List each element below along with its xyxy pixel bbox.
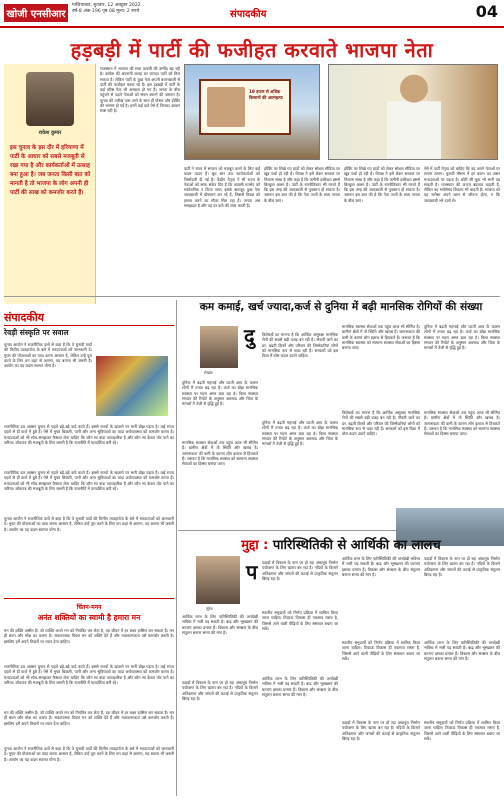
article3-text2: आर्थिक लाभ के लिए पारिस्थितिकी की अनदेखी भविष्य में भारी पड़ सकती है। बाढ़ और भूस्खलन की घटनाएं इसका प्रमाण हैं। विकास और संरक्षण के बीच संतुलन बनाना समय की मांग है। <box>182 614 258 635</box>
farmer-photo <box>328 64 498 160</box>
article3-text5: पहाड़ों में विकास के नाम पर हो रहा अंधाधुंध निर्माण पर्यावरण के लिए खतरा बन रहा है। नदियों के किनारे अतिक्रमण और जंगलों की कटाई से प्राकृतिक संतुलन बिगड़ रहा है। <box>424 556 500 577</box>
chintan-text4: चुनाव आयोग ने राजनीतिक दलों से कहा है कि वे चुनावी वादों की वित्तीय व्यवहार्यता के बारे में मतदाताओं को जानकारी दें। मुफ्त की योजनाओं का वादा करना आसान है, लेकिन उन्हें पूरा करने के लिए धन कहां से आएगा, यह बताना भी जरूरी है। आयोग का यह कदम स्वागत योग्य है। <box>4 746 174 762</box>
billboard <box>199 79 291 135</box>
chintan-text1: मन की शक्ति असीम है। जो व्यक्ति अपने मन को नियंत्रित कर लेता है, वह जीवन में हर लक्ष्य हासिल कर सकता है। मन ही बंधन और मोक्ष का कारण है। सकारात्मक विचार मन को शक्ति देते हैं और नकारात्मकता उसे कमजोर करती है। इसलिए हमें अपने विचारों पर ध्यान देना चाहिए। <box>4 628 174 644</box>
article3-text11: स्थानीय समुदायों को निर्णय प्रक्रिया में शामिल किया जाना चाहिए। टिकाऊ विकास ही एकमात्र रास्ता है, जिससे आने वाली पीढ़ियों के लिए संसाधन बचाए जा सकें। <box>424 720 500 741</box>
editorial-text4: चुनाव आयोग ने राजनीतिक दलों से कहा है कि वे चुनावी वादों की वित्तीय व्यवहार्यता के बारे में मतदाताओं को जानकारी दें। मुफ्त की योजनाओं का वादा करना आसान है, लेकिन उन्हें पूरा करने के लिए धन कहां से आएगा, यह बताना भी जरूरी है। आयोग का यह कदम स्वागत योग्य है। <box>4 516 174 532</box>
article3-text6: पहाड़ों में विकास के नाम पर हो रहा अंधाधुंध निर्माण पर्यावरण के लिए खतरा बन रहा है। नदियों के किनारे अतिक्रमण और जंगलों की कटाई से प्राकृतिक संतुलन बिगड़ रहा है। <box>182 680 258 701</box>
article3-text9: आर्थिक लाभ के लिए पारिस्थितिकी की अनदेखी भविष्य में भारी पड़ सकती है। बाढ़ और भूस्खलन की घटनाएं इसका प्रमाण हैं। विकास और संरक्षण के बीच संतुलन बनाना समय की मांग है। <box>424 640 500 661</box>
chintan-title: चिंतन-मनन <box>76 604 102 611</box>
article3-text10: पहाड़ों में विकास के नाम पर हो रहा अंधाधुंध निर्माण पर्यावरण के लिए खतरा बन रहा है। नदियों के किनारे अतिक्रमण और जंगलों की कटाई से प्राकृतिक संतुलन बिगड़ रहा है। <box>342 720 420 741</box>
article3-dropcap: प <box>246 560 258 584</box>
article3-headline <box>178 535 504 553</box>
header-date: गाजियाबाद, बुधवार, 12 अक्टूबर 2022 <box>72 3 141 8</box>
author-box <box>4 64 96 304</box>
article3-headline-label: मुद्दा : <box>241 538 269 553</box>
article2-text7: विशेषज्ञों का मानना है कि आर्थिक असुरक्षा मानसिक रोगों की सबसे बड़ी वजह बन रही है। नौकरी जाने का डर, बढ़ती किस्तें और परिवार की जिम्मेदारियां लोगों को मानसिक रूप से थका रही हैं। सरकारों को इस दिशा में ठोस कदम उठाने चाहिए। <box>342 410 420 437</box>
article3-text1: पहाड़ों में विकास के नाम पर हो रहा अंधाधुंध निर्माण पर्यावरण के लिए खतरा बन रहा है। नदियों के किनारे अतिक्रमण और जंगलों की कटाई से प्राकृतिक संतुलन बिगड़ रहा है। <box>262 560 338 581</box>
editorial-rule <box>4 325 174 326</box>
editorial-subhead: रेवड़ी संस्कृति पर सवाल <box>4 328 69 337</box>
article2-text4: दुनिया में बढ़ती महंगाई और घटती आय के कारण लोगों में तनाव बढ़ रहा है। कर्ज का बोझ मानसिक स्वास्थ्य पर गहरा असर डाल रहा है। विश्व स्वास्थ्य संगठन की रिपोर्ट के अनुसार अवसाद और चिंता के मामलों में तेजी से वृद्धि हुई है। <box>424 324 500 351</box>
article2-text8: मानसिक स्वास्थ्य सेवाओं तक पहुंच आज भी सीमित है। ग्रामीण क्षेत्रों में तो स्थिति और खराब है। जागरूकता की कमी के कारण लोग इलाज से हिचकते हैं। जरूरत है कि मानसिक स्वास्थ्य को सामान्य स्वास्थ्य सेवाओं का हिस्सा बनाया जाए। <box>424 410 500 437</box>
article3-author: सुरेश <box>206 606 213 611</box>
lead-text-col1: राजस्थान में भाजपा की सत्ता वापसी की उम्मीद बढ़ रही है। कांग्रेस की अंदरूनी कलह का फायदा पार्टी को मिल सकता है। लेकिन पार्टी के कुछ नेता अपनी बयानबाजी से पार्टी की फजीहत करवा रहे हैं। इस हड़बड़ी में पार्टी के कई वरिष्ठ नेता भी असहज हो गए हैं। जनता के बीच पहुंचने से पहले नेताओं को संयम बरतने की जरूरत है। चुनाव की तारीख पास आने के साथ ही पोस्टर और होर्डिंग की भरमार हो गई है। इनमें कई दावे ऐसे हैं जिनका आधार स्पष्ट नहीं है। <box>100 66 180 114</box>
article2-author-photo <box>200 326 238 368</box>
lead-text-col5: ऐसे में पार्टी नेतृत्व को चाहिए कि वह अपने नेताओं पर लगाम लगाए। चुनावी मौसम में हर बयान का असर मतदाताओं पर पड़ता है। छोटी सी चूक भी भारी पड़ सकती है। राजस्थान की जनता बदलाव चाहती है, लेकिन वह भरोसेमंद विकल्प भी चाहती है। भाजपा को यह भरोसा अपने काम से जीतना होगा, न कि जल्दबाजी भरे दावों से। <box>424 166 500 203</box>
article2-headline: कम कमाई, खर्च ज्यादा,कर्ज से दुनिया में बढ़ी मानसिक रोगियों की संख्या <box>199 301 483 313</box>
masthead-logo: खोजी एनसीआर <box>4 4 68 22</box>
section-divider <box>4 296 500 297</box>
chintan-text2: राजनीतिक दल अक्सर चुनाव से पहले बड़े-बड़े वादे करते हैं। इससे राज्यों के खजाने पर भारी बोझ पड़ता है। कई राज्य पहले से ही कर्ज में डूबे हैं। ऐसे में मुफ्त बिजली, पानी और अन्य सुविधाओं का वादा अर्थव्यवस्था को कमजोर करता है। मतदाताओं को भी सोच-समझकर फैसला लेना चाहिए कि कौन सा वादा व्यावहारिक है और कौन सा केवल वोट पाने का जरिया। लोकतंत्र की मजबूती के लिए जरूरी है कि राजनीति में पारदर्शिता बनी रहे। <box>4 664 174 685</box>
article2-dropcap: दु <box>244 324 255 348</box>
lead-text-col3: होर्डिंग पर लिखे गए वादों को लेकर सोशल मीडिया पर खूब चर्चा हो रही है। विपक्ष ने इसे लेकर सरकार पर निशाना साधा है और कहा है कि जमीनी हकीकत इससे बिल्कुल अलग है। पार्टी के रणनीतिकार भी मानते हैं कि इस तरह की जल्दबाजी से नुकसान हो सकता है। जरूरत इस बात की है कि नेता तथ्यों के साथ जनता के बीच जाएं। <box>264 166 340 203</box>
page-header <box>0 0 504 28</box>
lead-text-col2: पार्टी ने राज्य में संगठन को मजबूत करने के लिए कई कदम उठाए हैं। बूथ स्तर तक कार्यकर्ताओं को जिम्मेदारी दी गई है। केंद्रीय नेतृत्व ने भी राज्य के नेताओं को साफ संकेत दिए हैं कि आपसी मतभेद को सार्वजनिक न किया जाए। इसके बावजूद कुछ नेता जल्दबाजी में घोषणाएं कर रहे हैं, जिससे विपक्ष को हमला करने का मौका मिल रहा है। जनता अब समझदार है और वह हर दावे की जांच करती है। <box>184 166 260 209</box>
article3-headline-text: पारिस्थितिकी से आर्थिकी का लालच <box>268 538 441 553</box>
article3-text7: आर्थिक लाभ के लिए पारिस्थितिकी की अनदेखी भविष्य में भारी पड़ सकती है। बाढ़ और भूस्खलन की घटनाएं इसका प्रमाण हैं। विकास और संरक्षण के बीच संतुलन बनाना समय की मांग है। <box>262 676 338 697</box>
billboard-face <box>207 87 245 127</box>
article2-author: लेखक <box>204 370 213 375</box>
lead-text-col4: होर्डिंग पर लिखे गए वादों को लेकर सोशल मीडिया पर खूब चर्चा हो रही है। विपक्ष ने इसे लेकर सरकार पर निशाना साधा है और कहा है कि जमीनी हकीकत इससे बिल्कुल अलग है। पार्टी के रणनीतिकार भी मानते हैं कि इस तरह की जल्दबाजी से नुकसान हो सकता है। जरूरत इस बात की है कि नेता तथ्यों के साथ जनता के बीच जाएं। <box>344 166 420 203</box>
article2-text2: विशेषज्ञों का मानना है कि आर्थिक असुरक्षा मानसिक रोगों की सबसे बड़ी वजह बन रही है। नौकरी जाने का डर, बढ़ती किस्तें और परिवार की जिम्मेदारियां लोगों को मानसिक रूप से थका रही हैं। सरकारों को इस दिशा में ठोस कदम उठाने चाहिए। <box>262 332 338 359</box>
editorial-photo <box>96 356 168 416</box>
author-photo <box>26 72 74 126</box>
column-divider <box>176 300 177 796</box>
article3-text3: स्थानीय समुदायों को निर्णय प्रक्रिया में शामिल किया जाना चाहिए। टिकाऊ विकास ही एकमात्र रास्ता है, जिससे आने वाली पीढ़ियों के लिए संसाधन बचाए जा सकें। <box>262 610 338 631</box>
farmer-figure <box>387 71 441 159</box>
article2-text3: मानसिक स्वास्थ्य सेवाओं तक पहुंच आज भी सीमित है। ग्रामीण क्षेत्रों में तो स्थिति और खराब है। जागरूकता की कमी के कारण लोग इलाज से हिचकते हैं। जरूरत है कि मानसिक स्वास्थ्य को सामान्य स्वास्थ्य सेवाओं का हिस्सा बनाया जाए। <box>342 324 420 351</box>
article2-text6: दुनिया में बढ़ती महंगाई और घटती आय के कारण लोगों में तनाव बढ़ रहा है। कर्ज का बोझ मानसिक स्वास्थ्य पर गहरा असर डाल रहा है। विश्व स्वास्थ्य संगठन की रिपोर्ट के अनुसार अवसाद और चिंता के मामलों में तेजी से वृद्धि हुई है। <box>262 420 338 447</box>
header-meta <box>72 3 141 15</box>
article2-text5: मानसिक स्वास्थ्य सेवाओं तक पहुंच आज भी सीमित है। ग्रामीण क्षेत्रों में तो स्थिति और खराब है। जागरूकता की कमी के कारण लोग इलाज से हिचकते हैं। जरूरत है कि मानसिक स्वास्थ्य को सामान्य स्वास्थ्य सेवाओं का हिस्सा बनाया जाए। <box>182 440 258 467</box>
billboard-photo <box>184 64 320 160</box>
chintan-text3: मन की शक्ति असीम है। जो व्यक्ति अपने मन को नियंत्रित कर लेता है, वह जीवन में हर लक्ष्य हासिल कर सकता है। मन ही बंधन और मोक्ष का कारण है। सकारात्मक विचार मन को शक्ति देते हैं और नकारात्मकता उसे कमजोर करती है। इसलिए हमें अपने विचारों पर ध्यान देना चाहिए। <box>4 710 174 726</box>
author-name: राकेश कुमार <box>38 130 62 136</box>
pull-quote: इस चुनाव के इस दौर में हरियाणा में पार्टी के आधार को सबसे मजबूती से रखा गया है और कार्यकर्ताओं में उत्साह बना हुआ है। जब जनता किसी बात को मानती है तो भाजपा के लोग अपनी ही पार्टी की साख को कमजोर करते हैं। <box>10 145 91 196</box>
editorial-text1: चुनाव आयोग ने राजनीतिक दलों से कहा है कि वे चुनावी वादों की वित्तीय व्यवहार्यता के बारे में मतदाताओं को जानकारी दें। मुफ्त की योजनाओं का वादा करना आसान है, लेकिन उन्हें पूरा करने के लिए धन कहां से आएगा, यह बताना भी जरूरी है। आयोग का यह कदम स्वागत योग्य है। <box>4 342 92 369</box>
section-title: संपादकीय <box>230 9 267 20</box>
header-issue: वर्ष-8 अंक-196 पृष्ठ 08 मूल्य: 2 रुपये <box>72 9 140 14</box>
chintan-headline: अनंत शक्तियों का स्वामी है हमारा मन <box>37 613 141 622</box>
article3-text8: स्थानीय समुदायों को निर्णय प्रक्रिया में शामिल किया जाना चाहिए। टिकाऊ विकास ही एकमात्र रास्ता है, जिससे आने वाली पीढ़ियों के लिए संसाधन बचाए जा सकें। <box>342 640 420 661</box>
editorial-title: संपादकीय <box>4 311 45 324</box>
editorial-text2: राजनीतिक दल अक्सर चुनाव से पहले बड़े-बड़े वादे करते हैं। इससे राज्यों के खजाने पर भारी बोझ पड़ता है। कई राज्य पहले से ही कर्ज में डूबे हैं। ऐसे में मुफ्त बिजली, पानी और अन्य सुविधाओं का वादा अर्थव्यवस्था को कमजोर करता है। मतदाताओं को भी सोच-समझकर फैसला लेना चाहिए कि कौन सा वादा व्यावहारिक है और कौन सा केवल वोट पाने का जरिया। लोकतंत्र की मजबूती के लिए जरूरी है कि राजनीति में पारदर्शिता बनी रहे। <box>4 424 174 445</box>
page-number: 04 <box>475 2 498 21</box>
article3-author-photo <box>196 556 240 604</box>
article2-text1: दुनिया में बढ़ती महंगाई और घटती आय के कारण लोगों में तनाव बढ़ रहा है। कर्ज का बोझ मानसिक स्वास्थ्य पर गहरा असर डाल रहा है। विश्व स्वास्थ्य संगठन की रिपोर्ट के अनुसार अवसाद और चिंता के मामलों में तेजी से वृद्धि हुई है। <box>182 380 258 407</box>
billboard-text: 19 हजार से अधिक किसानों की आत्महत्या <box>249 89 283 100</box>
lead-headline: हड़बड़ी में पार्टी की फजीहत करवाते भाजपा नेता <box>70 38 434 62</box>
editorial-text3: राजनीतिक दल अक्सर चुनाव से पहले बड़े-बड़े वादे करते हैं। इससे राज्यों के खजाने पर भारी बोझ पड़ता है। कई राज्य पहले से ही कर्ज में डूबे हैं। ऐसे में मुफ्त बिजली, पानी और अन्य सुविधाओं का वादा अर्थव्यवस्था को कमजोर करता है। मतदाताओं को भी सोच-समझकर फैसला लेना चाहिए कि कौन सा वादा व्यावहारिक है और कौन सा केवल वोट पाने का जरिया। लोकतंत्र की मजबूती के लिए जरूरी है कि राजनीति में पारदर्शिता बनी रहे। <box>4 470 174 491</box>
article3-text4: आर्थिक लाभ के लिए पारिस्थितिकी की अनदेखी भविष्य में भारी पड़ सकती है। बाढ़ और भूस्खलन की घटनाएं इसका प्रमाण हैं। विकास और संरक्षण के बीच संतुलन बनाना समय की मांग है। <box>342 556 420 577</box>
chintan-rule <box>4 598 174 599</box>
